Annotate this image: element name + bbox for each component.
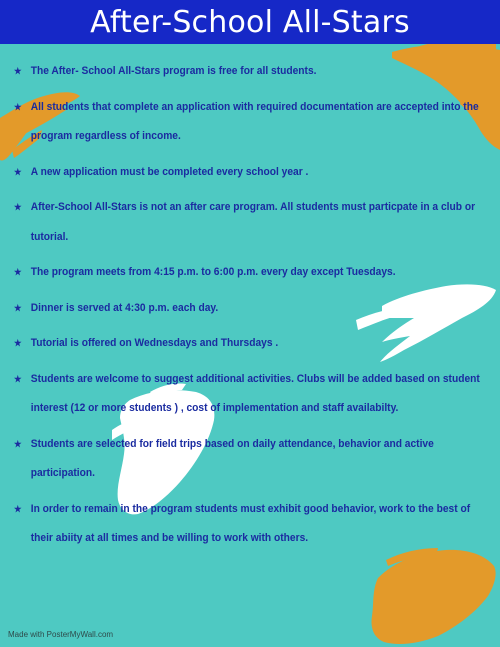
list-item-text: Dinner is served at 4:30 p.m. each day. <box>30 301 219 314</box>
list-item <box>14 365 486 424</box>
list-item-text: A new application must be completed every school year . <box>30 165 309 178</box>
list-item-text: The program meets from 4:15 p.m. to 6:00 p.m. every day except Tuesdays. <box>30 266 396 278</box>
list-item-text: Tutorial is offered on Wednesdays and Thursdays . <box>30 337 279 349</box>
title-bar <box>0 0 500 44</box>
list-item <box>14 430 486 489</box>
list-item <box>14 193 486 252</box>
star-bullet-icon: ★ <box>14 101 22 112</box>
list-item <box>14 294 486 324</box>
star-bullet-icon: ★ <box>14 202 22 212</box>
star-bullet-icon: ★ <box>14 66 22 76</box>
star-bullet-icon: ★ <box>14 267 22 277</box>
page-title: After-School All-Stars <box>90 4 410 40</box>
star-bullet-icon: ★ <box>14 373 22 384</box>
orange-brush-stroke-bottom-right <box>372 548 496 644</box>
list-item-text: Students are welcome to suggest additional activities. Clubs will be added based on student interest (12 or more students ) , cost of implementation and staff availabilty. <box>30 372 480 414</box>
list-item <box>14 495 486 554</box>
star-bullet-icon: ★ <box>14 338 22 348</box>
list-item <box>14 57 486 87</box>
list-item <box>14 93 486 152</box>
star-bullet-icon: ★ <box>14 438 22 449</box>
star-bullet-icon: ★ <box>14 166 22 177</box>
rules-list <box>14 57 488 560</box>
star-bullet-icon: ★ <box>14 503 22 514</box>
list-item-text: Students are selected for field trips based on daily attendance, behavior and active participation. <box>30 437 434 479</box>
list-item <box>14 258 486 288</box>
postermywall-credit: Made with PosterMyWall.com <box>8 630 114 639</box>
list-item <box>14 329 486 359</box>
list-item-text: The After- School All-Stars program is free for all students. <box>30 65 317 77</box>
list-item-text: In order to remain in the program students must exhibit good behavior, work to the best of their abiity at all times and be willing to work with others. <box>30 502 471 544</box>
list-item-text: After-School All-Stars is not an after care program. All students must particpate in a club or tutorial. <box>30 201 476 243</box>
star-bullet-icon: ★ <box>14 302 22 313</box>
list-item-text: All students that complete an application with required documentation are accepted into the program regardless of income. <box>30 100 479 142</box>
list-item <box>14 158 486 188</box>
